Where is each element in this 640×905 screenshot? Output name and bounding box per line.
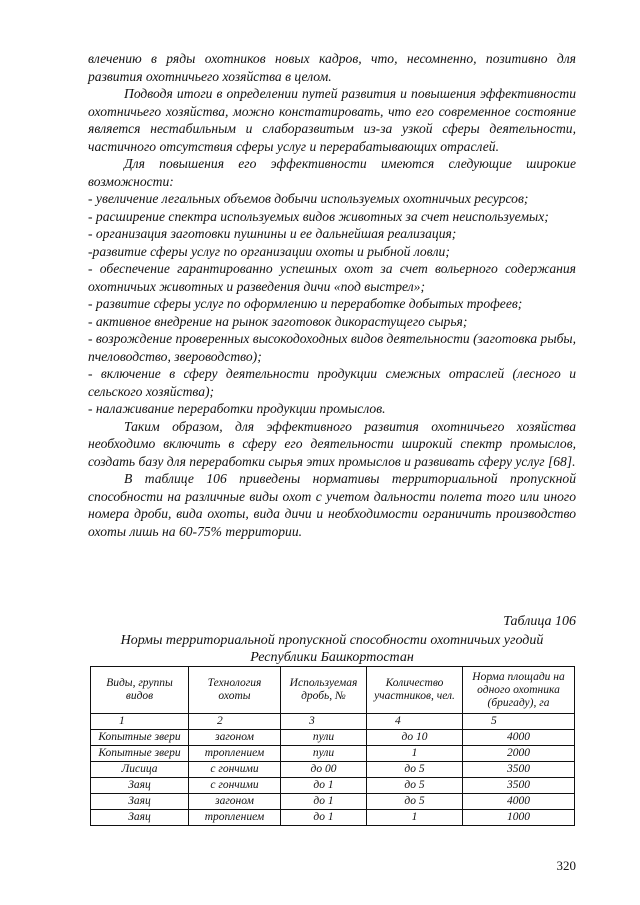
list-item: - увеличение легальных объемов добычи используемых охотничьих ресурсов; [88, 191, 529, 206]
table-cell: 1 [367, 746, 463, 762]
paragraph: Подводя итоги в определении путей развития и повышения эффективности охотничьего хозяйства, можно констатировать, что его современное состояние является нестабильным и слаборазвитым из-за узкой сферы деятельности, частичного отсутствия сферы услуг и перерабатывающих отраслей. [88, 86, 576, 154]
table-cell: Лисица [91, 762, 189, 778]
column-number: 1 [91, 714, 189, 730]
table-cell: 4000 [463, 730, 575, 746]
table-row [91, 746, 575, 762]
table-cell: 2000 [463, 746, 575, 762]
table-cell: до 5 [367, 762, 463, 778]
list-item: - возрождение проверенных высокодоходных видов деятельности (заготовка рыбы, пчеловодство, звероводство); [88, 331, 577, 364]
list-item: -развитие сферы услуг по организации охоты и рыбной ловли; [88, 243, 450, 259]
column-header-area-norm: Норма площади на одного охотника (бригаду), га [463, 667, 575, 714]
table-cell: троплением [189, 746, 281, 762]
column-number-row [91, 714, 575, 730]
list-item: - активное внедрение на рынок заготовок дикорастущего сырья; [88, 313, 468, 329]
table-cell: загоном [189, 730, 281, 746]
table-header-row [91, 667, 575, 714]
table-cell: до 1 [281, 778, 367, 794]
column-header-participants: Количество участников, чел. [367, 667, 463, 714]
table-row [91, 762, 575, 778]
table-row [91, 810, 575, 826]
table-cell: Копытные звери [91, 746, 189, 762]
paragraph: Таким образом, для эффективного развития охотничьего хозяйства необходимо включить в сферу его деятельности широкий спектр промыслов, создать базу для переработки сырья этих промыслов и развивать сферу услуг [68]. [88, 418, 576, 469]
column-header-shot: Используемая дробь, № [281, 667, 367, 714]
table-cell: до 1 [281, 810, 367, 826]
table-cell: 4000 [463, 794, 575, 810]
table-row [91, 730, 575, 746]
table-label: Таблица 106 [503, 614, 576, 629]
column-number: 3 [281, 714, 367, 730]
table-cell: Заяц [91, 794, 189, 810]
table-cell: Заяц [91, 810, 189, 826]
paragraph: В таблице 106 приведены нормативы территориальной пропускной способности на различные виды охот с учетом дальности полета того или иного номера дроби, вида охоты, вида дичи и необходимости ограничить производство охоты лишь на 60-75% территории. [88, 471, 576, 539]
table-row [91, 778, 575, 794]
list-item: - обеспечение гарантированно успешных охот за счет вольерного содержания охотничьих животных и разведения дичи «под выстрел»; [88, 261, 576, 294]
column-number: 2 [189, 714, 281, 730]
column-number: 5 [463, 714, 575, 730]
table-cell: троплением [189, 810, 281, 826]
table-cell: пули [281, 746, 367, 762]
table-cell: 1000 [463, 810, 575, 826]
body-text [88, 50, 576, 540]
list-item: - развитие сферы услуг по оформлению и переработке добытых трофеев; [88, 296, 523, 311]
table-cell: Копытные звери [91, 730, 189, 746]
table-cell: до 1 [281, 794, 367, 810]
column-header-species: Виды, группы видов [91, 667, 189, 714]
table-cell: 3500 [463, 778, 575, 794]
column-number: 4 [367, 714, 463, 730]
table-cell: до 10 [367, 730, 463, 746]
table-cell: пули [281, 730, 367, 746]
list-item: - включение в сферу деятельности продукции смежных отраслей (лесного и сельского хозяйства); [88, 366, 576, 399]
table-row [91, 794, 575, 810]
page-number: 320 [556, 858, 576, 873]
list-item: - расширение спектра используемых видов животных за счет неиспользуемых; [88, 208, 549, 224]
list-item: - организация заготовки пушнины и ее дальнейшая реализация; [88, 226, 457, 241]
table-cell: 1 [367, 810, 463, 826]
table-cell: до 5 [367, 794, 463, 810]
paragraph: влечению в ряды охотников новых кадров, что, несомненно, позитивно для развития охотничьего хозяйства в целом. [88, 51, 576, 84]
column-header-technology: Технология охоты [189, 667, 281, 714]
paragraph: Для повышения его эффективности имеются следующие широкие возможности: [88, 156, 576, 189]
table-cell: Заяц [91, 778, 189, 794]
table-cell: до 5 [367, 778, 463, 794]
table-cell: 3500 [463, 762, 575, 778]
list-item: - налаживание переработки продукции промыслов. [88, 401, 386, 416]
table-title: Нормы территориальной пропускной способности охотничьих угодий Республики Башкортостан [120, 633, 544, 665]
table-cell: с гончими [189, 778, 281, 794]
table-cell: загоном [189, 794, 281, 810]
table-cell: до 00 [281, 762, 367, 778]
table-cell: с гончими [189, 762, 281, 778]
norms-table [90, 666, 575, 826]
